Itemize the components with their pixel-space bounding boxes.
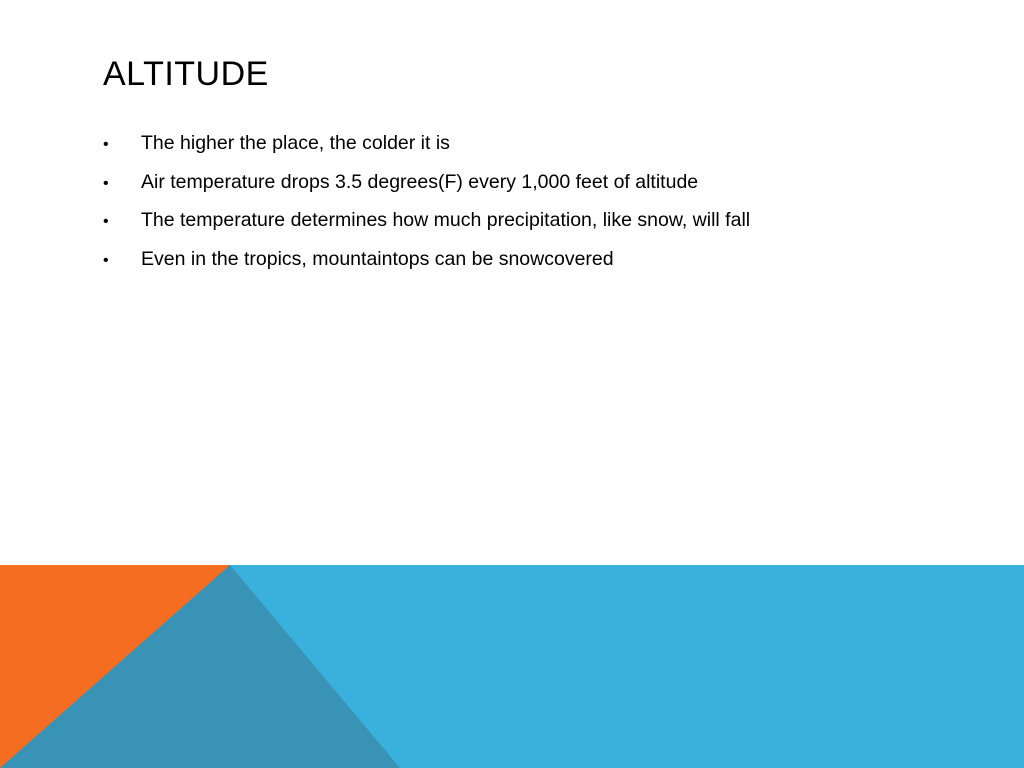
bullet-text: Even in the tropics, mountaintops can be snowcovered <box>141 248 614 271</box>
decorative-band <box>0 565 1024 768</box>
bullet-list <box>103 129 750 284</box>
bullet-icon: • <box>103 213 109 231</box>
list-item <box>103 168 750 207</box>
slide-title: ALTITUDE <box>103 55 269 93</box>
bullet-text: The higher the place, the colder it is <box>141 132 450 154</box>
list-item <box>103 245 750 284</box>
bullet-text: The temperature determines how much precipitation, like snow, will fall <box>141 209 751 232</box>
bullet-text: Air temperature drops 3.5 degrees(F) every 1,000 feet of altitude <box>141 170 699 193</box>
list-item <box>103 206 750 245</box>
bullet-icon: • <box>103 174 109 192</box>
bullet-icon: • <box>103 252 109 270</box>
list-item <box>103 129 750 168</box>
bullet-icon: • <box>103 136 109 153</box>
